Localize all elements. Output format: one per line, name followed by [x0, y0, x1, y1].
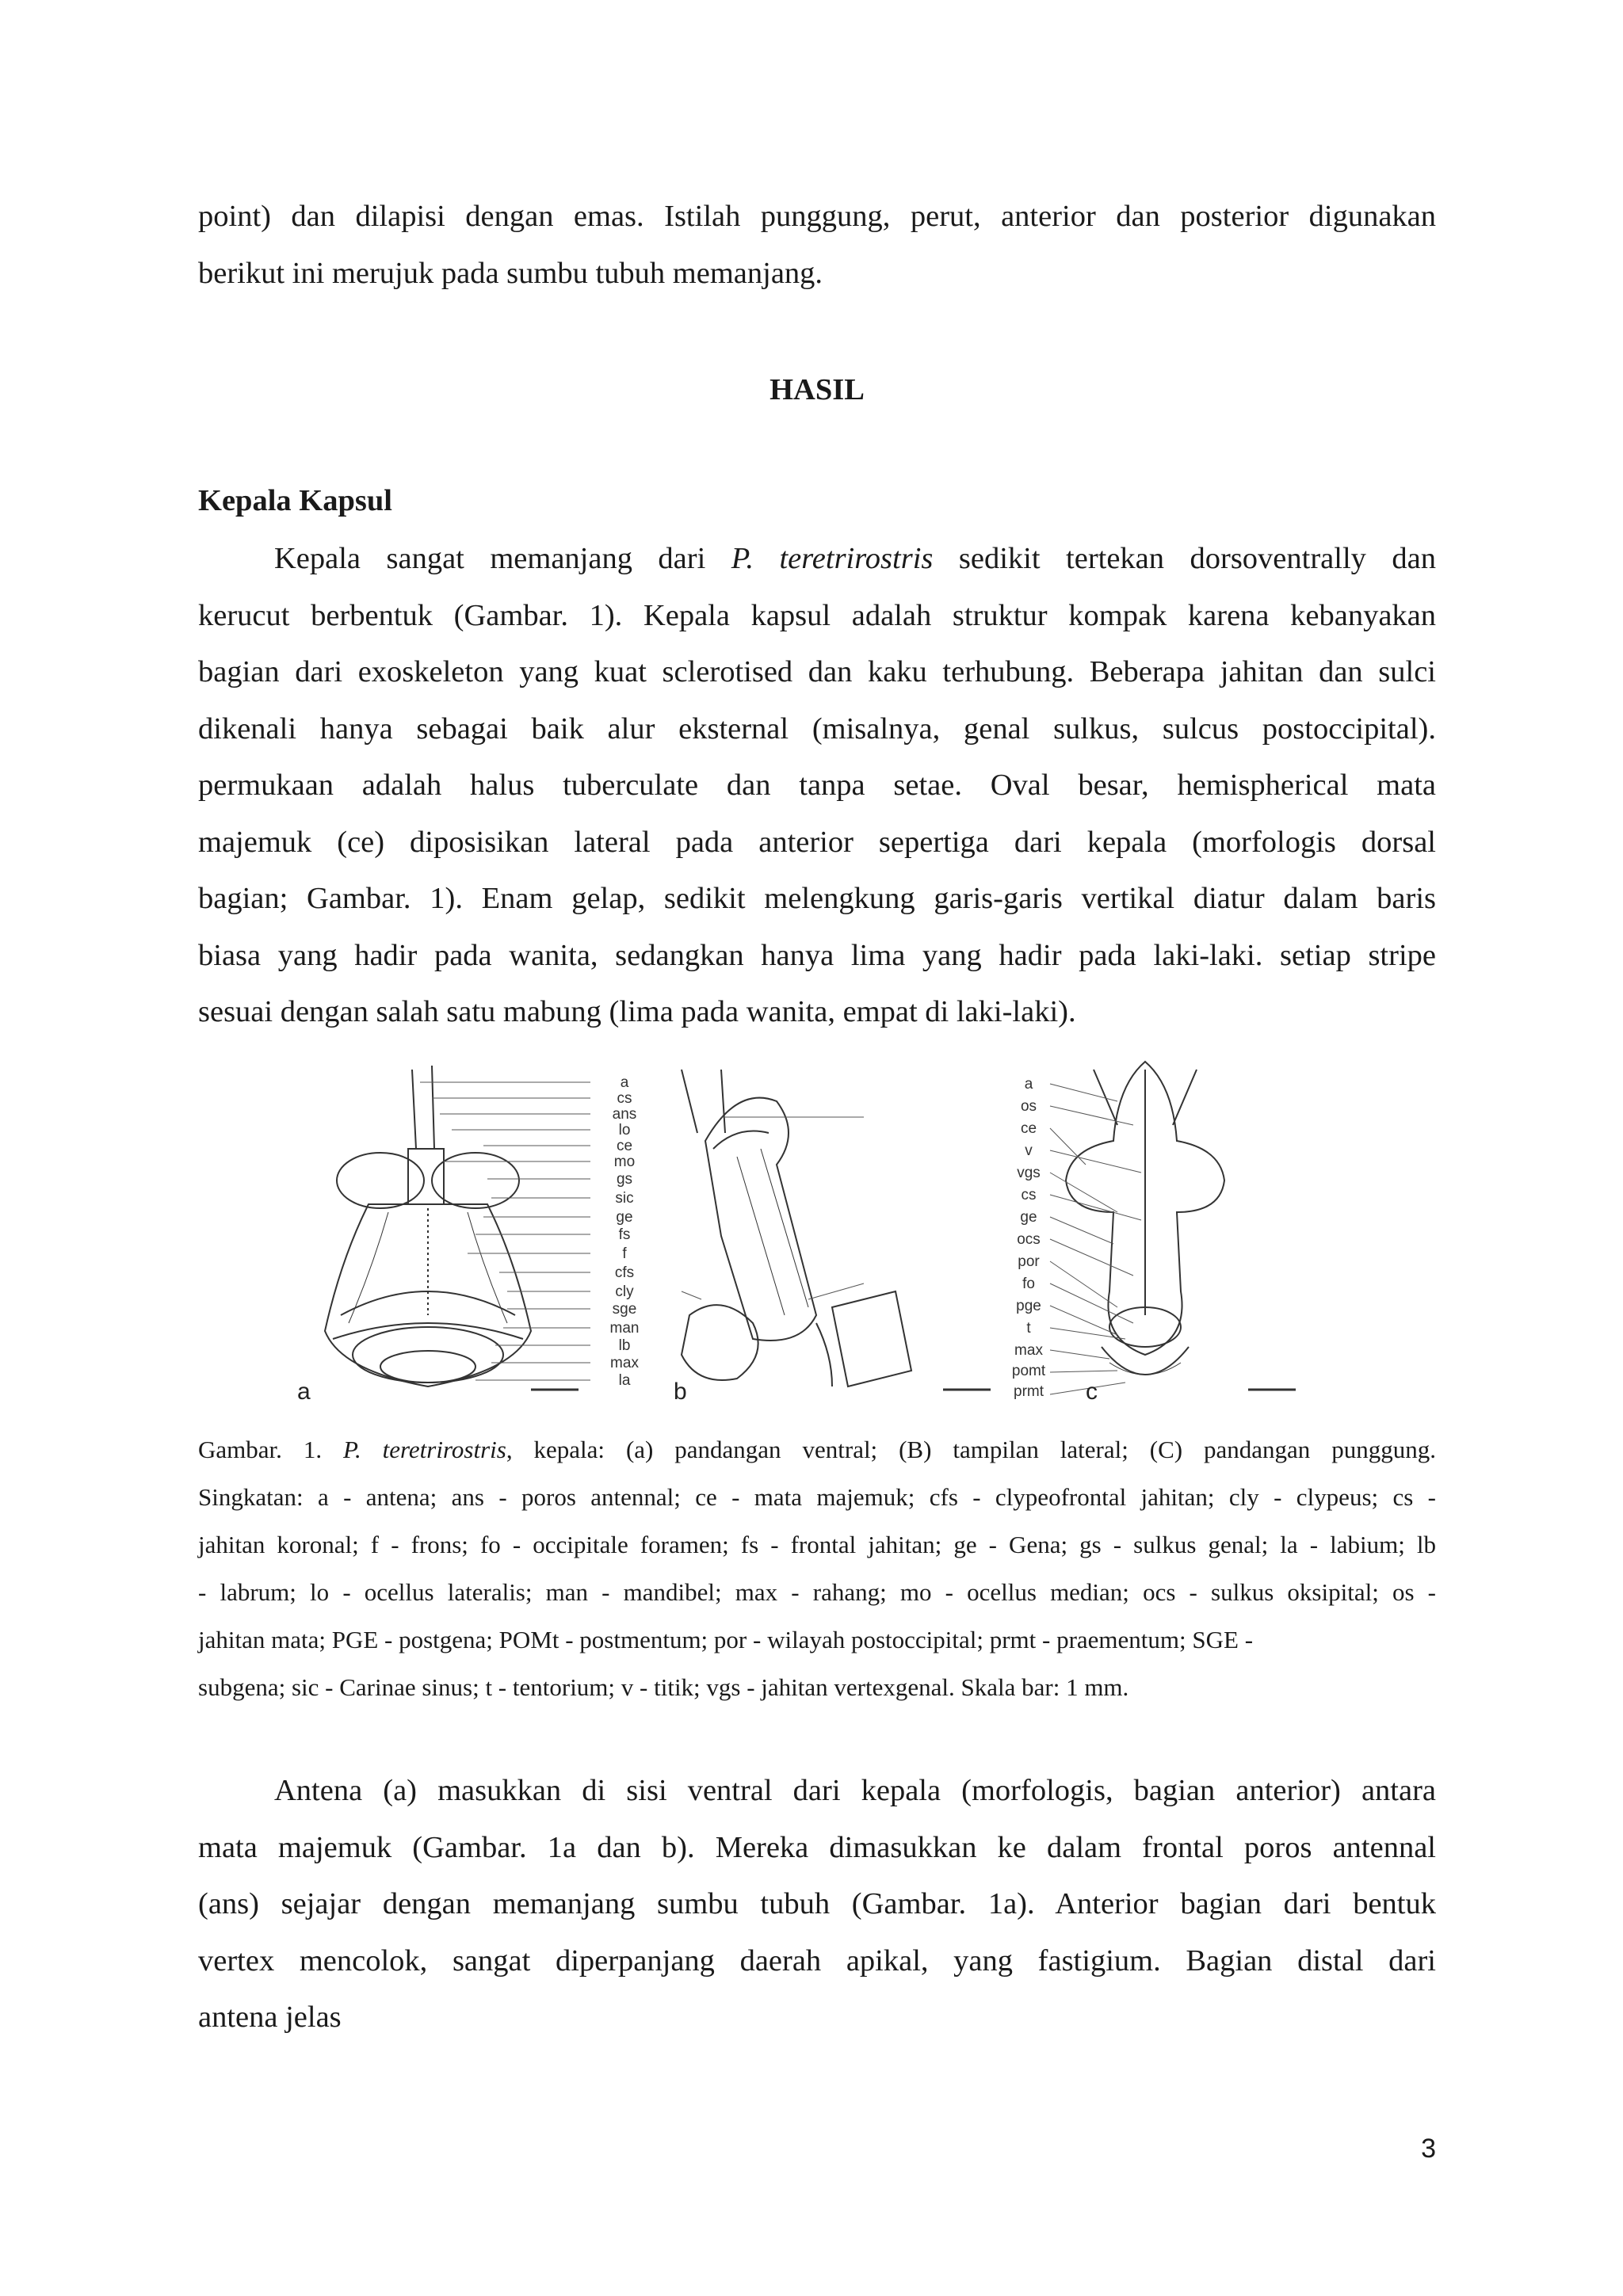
subsection-heading: Kepala Kapsul: [198, 484, 392, 517]
text-line: biasa yang hadir pada wanita, sedangkan hanya lima yang hadir pada laki-laki. setiap stripe: [198, 938, 1436, 972]
text-line: Antena (a) masukkan di sisi ventral dari kepala (morfologis, bagian anterior) antara: [274, 1774, 1436, 1807]
figure-label: t: [1026, 1320, 1031, 1337]
text-line: (ans) sejajar dengan memanjang sumbu tubuh (Gambar. 1a). Anterior bagian dari bentuk: [198, 1887, 1436, 1920]
figure-label: max: [1014, 1342, 1043, 1359]
figure-label: cly: [615, 1283, 634, 1300]
text-line: point) dan dilapisi dengan emas. Istilah punggung, perut, anterior dan posterior digunakan: [198, 200, 1436, 233]
text-line: majemuk (ce) diposisikan lateral pada anterior sepertiga dari kepala (morfologis dorsal: [198, 825, 1436, 859]
figure-label: ge: [616, 1209, 633, 1226]
figure-label: prmt: [1014, 1383, 1044, 1400]
paragraph-antena: [198, 1763, 1436, 2046]
text-line: permukaan adalah halus tuberculate dan tanpa setae. Oval besar, hemispherical mata: [198, 769, 1436, 802]
figure-label: por: [1018, 1253, 1040, 1270]
figure-label: a: [1024, 1076, 1033, 1093]
panel-letter-b: b: [674, 1379, 687, 1402]
text-line: sesuai dengan salah satu mabung (lima pada wanita, empat di laki-laki).: [198, 995, 1076, 1028]
text-line: mata majemuk (Gambar. 1a dan b). Mereka dimasukkan ke dalam frontal poros antennal: [198, 1830, 1436, 1864]
panel-letter-a: a: [297, 1379, 311, 1402]
text-segment: Gambar. 1.: [198, 1436, 344, 1463]
text-segment: sedikit tertekan dorsoventrally dan: [933, 542, 1436, 575]
caption-line: subgena; sic - Carinae sinus; t - tentorium; v - titik; vgs - jahitan vertexgenal. Skala bar: 1 mm.: [198, 1673, 1129, 1701]
caption-line: Singkatan: a - antena; ans - poros antennal; ce - mata majemuk; cfs - clypeofrontal jahitan; cly - clypeus; cs -: [198, 1483, 1436, 1511]
figure-label: fs: [618, 1226, 631, 1243]
figure-label: cs: [1021, 1187, 1037, 1203]
text-line: bagian dari exoskeleton yang kuat sclerotised dan kaku terhubung. Beberapa jahitan dan sulci: [198, 655, 1436, 688]
figure-label: pomt: [1011, 1363, 1046, 1379]
page-number: 3: [1421, 2134, 1436, 2164]
species-name: P. teretrirostris: [731, 542, 934, 575]
figure-label: lo: [618, 1122, 631, 1138]
figure-label: sge: [612, 1301, 637, 1318]
panel-letter-c: c: [1086, 1379, 1098, 1402]
figure-label: v: [1025, 1142, 1033, 1159]
figure-label: mo: [613, 1154, 636, 1170]
figure-label: gs: [616, 1171, 633, 1188]
figure-label: ce: [1020, 1120, 1037, 1137]
panel-c-labels: [1012, 1076, 1046, 1400]
figure-label: la: [618, 1372, 631, 1389]
figure-label: sic: [615, 1190, 634, 1207]
figure-label: f: [622, 1245, 627, 1262]
figure-caption: [198, 1426, 1436, 1711]
text-line: antena jelas: [198, 2000, 342, 2034]
figure-label: ans: [612, 1106, 637, 1123]
figure-head-morphology: [293, 1054, 1323, 1402]
figure-label: pge: [1016, 1298, 1041, 1314]
figure-label: fo: [1022, 1276, 1035, 1292]
text-segment: Kepala sangat memanjang dari: [274, 542, 731, 575]
figure-label: ge: [1020, 1209, 1037, 1226]
figure-label: ce: [616, 1138, 633, 1154]
text-line: bagian; Gambar. 1). Enam gelap, sedikit melengkung garis-garis vertikal diatur dalam baris: [198, 882, 1436, 915]
panel-c-drawing: [1066, 1062, 1296, 1390]
species-name: P. teretrirostris: [343, 1436, 506, 1463]
text-segment: , kepala: (a) pandangan ventral; (B) tampilan lateral; (C) pandangan punggung.: [506, 1436, 1436, 1463]
text-line: kerucut berbentuk (Gambar. 1). Kepala kapsul adalah struktur kompak karena kebanyakan: [198, 598, 1436, 632]
text-line: berikut ini merujuk pada sumbu tubuh memanjang.: [198, 256, 823, 290]
caption-line: - labrum; lo - ocellus lateralis; man - mandibel; max - rahang; mo - ocellus median; ocs - sulkus oksipital; os -: [198, 1578, 1436, 1606]
figure-label: cs: [617, 1090, 632, 1107]
caption-line: [198, 1426, 1436, 1474]
text-line: dikenali hanya sebagai baik alur eksternal (misalnya, genal sulkus, sulcus postoccipital).: [198, 711, 1436, 746]
figure-label: vgs: [1017, 1165, 1041, 1181]
caption-line: jahitan koronal; f - frons; fo - occipitale foramen; fs - frontal jahitan; ge - Gena; gs - sulkus genal; la - labium; lb: [198, 1531, 1436, 1558]
caption-line: jahitan mata; PGE - postgena; POMt - postmentum; por - wilayah postoccipital; prmt - praementum; SGE -: [198, 1626, 1254, 1653]
text-line: [198, 531, 1436, 588]
figure-label: os: [1020, 1098, 1037, 1115]
figure-label: ocs: [1017, 1231, 1041, 1248]
figure-label: max: [610, 1355, 639, 1371]
panel-a-labels: [610, 1074, 640, 1389]
panel-b-drawing: [682, 1070, 991, 1390]
paragraph-kepala: [198, 531, 1436, 1041]
section-heading: HASIL: [769, 373, 865, 406]
paragraph-top: [198, 189, 1436, 302]
figure-label: man: [609, 1320, 640, 1337]
figure-label: lb: [618, 1337, 631, 1354]
text-line: vertex mencolok, sangat diperpanjang daerah apikal, yang fastigium. Bagian distal dari: [198, 1943, 1436, 1978]
figure-label: cfs: [614, 1264, 635, 1281]
figure-label: a: [620, 1074, 629, 1091]
